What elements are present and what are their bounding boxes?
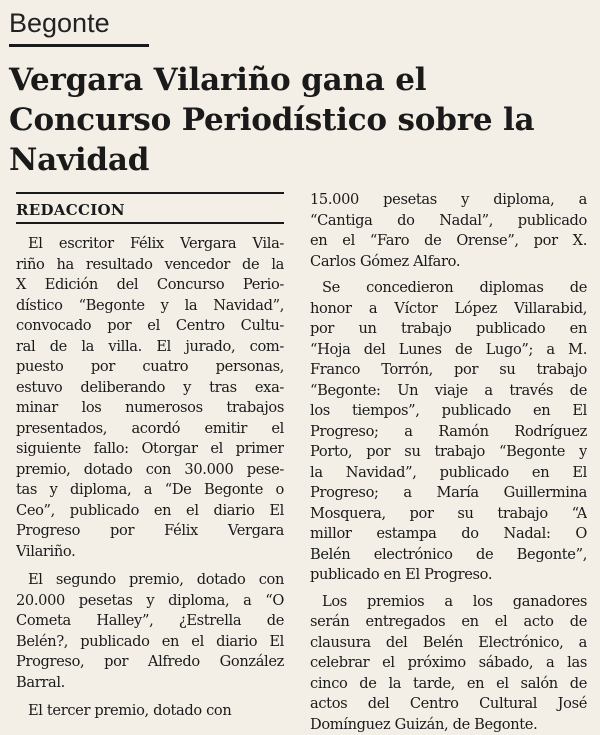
article-line: 20.000 pesetas y diploma, a “O xyxy=(16,591,284,612)
article-line: millor estampa do Nadal: O xyxy=(310,524,587,545)
headline-line: Concurso Periodístico sobre la xyxy=(9,100,594,140)
article-line: por un trabajo publicado en xyxy=(310,319,587,340)
headline-line: Navidad xyxy=(9,140,594,180)
article-line: tas y diploma, a “De Begonte o xyxy=(16,480,284,501)
article-line: El escritor Félix Vergara Vila- xyxy=(16,234,284,255)
article-line: Domínguez Guizán, de Begonte. xyxy=(310,715,587,735)
article-line: X Edición del Concurso Perio- xyxy=(16,275,284,296)
headline xyxy=(9,60,594,180)
article-paragraph xyxy=(16,234,284,562)
article-line: Franco Torrón, por su trabajo xyxy=(310,360,587,381)
article-line: puesto por cuatro personas, xyxy=(16,357,284,378)
article-line: “Begonte: Un viaje a través de xyxy=(310,381,587,402)
article-line: presentados, acordó emitir el xyxy=(16,419,284,440)
byline: REDACCION xyxy=(16,201,125,219)
article-line: actos del Centro Cultural José xyxy=(310,694,587,715)
article-line: El tercer premio, dotado con xyxy=(16,701,284,722)
article-line: Los premios a los ganadores xyxy=(310,592,587,613)
article-column-right xyxy=(310,190,587,735)
article-line: Progreso, por Alfredo González xyxy=(16,652,284,673)
article-line: minar los numerosos trabajos xyxy=(16,398,284,419)
article-line: Progreso; a María Guillermina xyxy=(310,483,587,504)
article-line: “Hoja del Lunes de Lugo”; a M. xyxy=(310,340,587,361)
article-paragraph xyxy=(16,570,284,693)
article-paragraph xyxy=(310,592,587,735)
section-rule xyxy=(9,44,149,47)
article-line: cinco de la tarde, en el salón de xyxy=(310,674,587,695)
article-paragraph xyxy=(310,278,587,586)
article-line: Carlos Gómez Alfaro. xyxy=(310,252,587,273)
article-line: Porto, por su trabajo “Begonte y xyxy=(310,442,587,463)
article-line: Cometa Halley”, ¿Estrella de xyxy=(16,611,284,632)
article-line: Belén electrónico de Begonte”, xyxy=(310,545,587,566)
article-line: “Cantiga do Nadal”, publicado xyxy=(310,211,587,232)
headline-line: Vergara Vilariño gana el xyxy=(9,60,594,100)
article-line: Progreso por Félix Vergara xyxy=(16,521,284,542)
article-line: El segundo premio, dotado con xyxy=(16,570,284,591)
article-line: riño ha resultado vencedor de la xyxy=(16,255,284,276)
article-line: los tiempos”, publicado en El xyxy=(310,401,587,422)
article-line: honor a Víctor López Villarabid, xyxy=(310,299,587,320)
article-line: estuvo deliberando y tras exa- xyxy=(16,378,284,399)
article-line: Barral. xyxy=(16,673,284,694)
article-line: dístico “Begonte y la Navidad”, xyxy=(16,296,284,317)
article-line: convocado por el Centro Cultu- xyxy=(16,316,284,337)
article-line: premio, dotado con 30.000 pese- xyxy=(16,460,284,481)
article-paragraph xyxy=(310,190,587,272)
article-line: Se concedieron diplomas de xyxy=(310,278,587,299)
article-line: celebrar el próximo sábado, a las xyxy=(310,653,587,674)
article-line: 15.000 pesetas y diploma, a xyxy=(310,190,587,211)
article-line: Progreso; a Ramón Rodríguez xyxy=(310,422,587,443)
article-line: siguiente fallo: Otorgar el primer xyxy=(16,439,284,460)
byline-top-rule xyxy=(16,192,284,194)
article-column-left xyxy=(16,234,284,722)
byline-bottom-rule xyxy=(16,222,284,224)
article-line: Ceo”, publicado en el diario El xyxy=(16,501,284,522)
section-label: Begonte xyxy=(9,6,110,40)
article-paragraph xyxy=(16,701,284,722)
article-line: publicado en El Progreso. xyxy=(310,565,587,586)
article-line: la Navidad”, publicado en El xyxy=(310,463,587,484)
article-line: Belén?, publicado en el diario El xyxy=(16,632,284,653)
article-line: en el “Faro de Orense”, por X. xyxy=(310,231,587,252)
article-line: ral de la villa. El jurado, com- xyxy=(16,337,284,358)
article-line: Mosquera, por su trabajo “A xyxy=(310,504,587,525)
article-line: clausura del Belén Electrónico, a xyxy=(310,633,587,654)
article-line: Vilariño. xyxy=(16,542,284,563)
article-line: serán entregados en el acto de xyxy=(310,612,587,633)
